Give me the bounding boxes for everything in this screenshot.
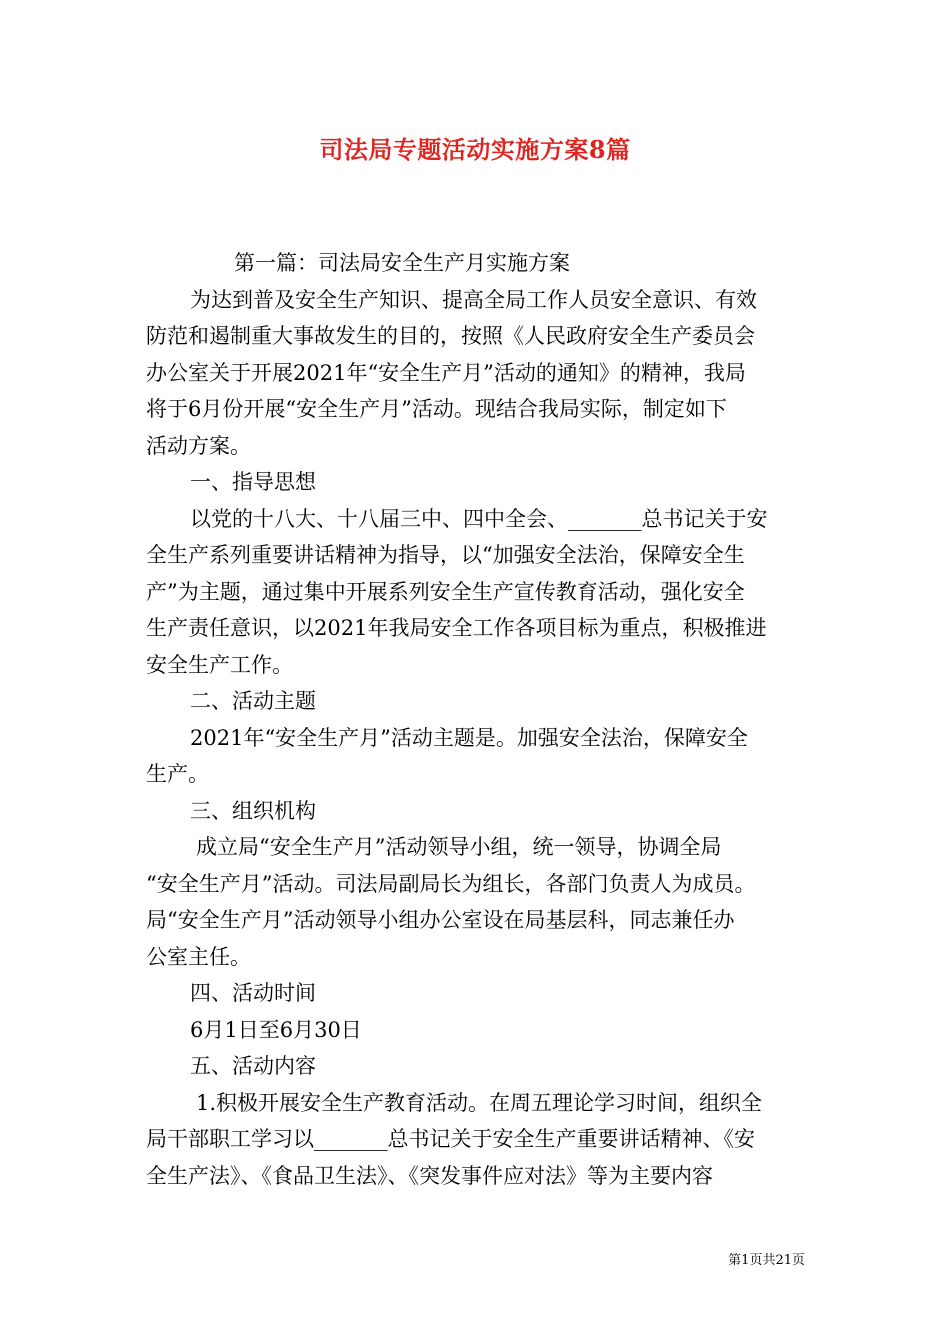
section-heading-organization: 三、组织机构 xyxy=(190,798,316,823)
paragraph-line: 全生产法》、《食品卫生法》、《突发事件应对法》等为主要内容 xyxy=(146,1163,713,1188)
section-heading-first-article: 第一篇：司法局安全生产月实施方案 xyxy=(234,251,570,275)
paragraph-line: 2021年“安全生产月”活动主题是。加强安全法治，保障安全 xyxy=(190,725,748,750)
page-number: 第1页共21页 xyxy=(728,1253,805,1268)
paragraph-line: 安全生产工作。 xyxy=(146,652,293,677)
paragraph-line: 公室主任。 xyxy=(146,944,251,969)
paragraph-line: 将于6月份开展“安全生产月”活动。现结合我局实际，制定如下 xyxy=(146,397,727,421)
paragraph-line: 6月1日至6月30日 xyxy=(190,1017,362,1042)
paragraph-line: 防范和遏制重大事故发生的目的，按照《人民政府安全生产委员会 xyxy=(146,324,755,348)
paragraph-line: “安全生产月”活动。司法局副局长为组长，各部门负责人为成员。 xyxy=(146,871,756,896)
paragraph-line: 1.积极开展安全生产教育活动。在周五理论学习时间，组织全 xyxy=(196,1090,763,1115)
paragraph-line: 局“安全生产月”活动领导小组办公室设在局基层科，同志兼任办 xyxy=(146,908,735,932)
section-heading-activity-content: 五、活动内容 xyxy=(190,1054,316,1078)
paragraph-line: 为达到普及安全生产知识、提高全局工作人员安全意识、有效 xyxy=(190,287,757,312)
document-body xyxy=(146,245,810,1194)
paragraph-line: 产”为主题，通过集中开展系列安全生产宣传教育活动，强化安全 xyxy=(146,579,745,604)
paragraph-line: 局干部职工学习以_______总书记关于安全生产重要讲话精神、《安 xyxy=(146,1127,755,1151)
paragraph-line: 生产责任意识，以2021年我局安全工作各项目标为重点，积极推进 xyxy=(146,616,767,640)
paragraph-line: 成立局“安全生产月”活动领导小组，统一领导，协调全局 xyxy=(196,835,722,859)
paragraph-line: 活动方案。 xyxy=(146,433,251,458)
section-heading-activity-theme: 二、活动主题 xyxy=(190,689,316,713)
paragraph-line: 生产。 xyxy=(146,762,209,786)
section-heading-activity-time: 四、活动时间 xyxy=(190,981,316,1005)
paragraph-line: 全生产系列重要讲话精神为指导，以“加强安全法治，保障安全生 xyxy=(146,543,745,567)
paragraph-line: 办公室关于开展2021年“安全生产月”活动的通知》的精神，我局 xyxy=(146,360,746,385)
document-title: 司法局专题活动实施方案8篇 xyxy=(319,135,631,164)
paragraph-line: 以党的十八大、十八届三中、四中全会、_______总书记关于安 xyxy=(190,506,768,531)
section-heading-guiding-thought: 一、指导思想 xyxy=(190,470,316,494)
